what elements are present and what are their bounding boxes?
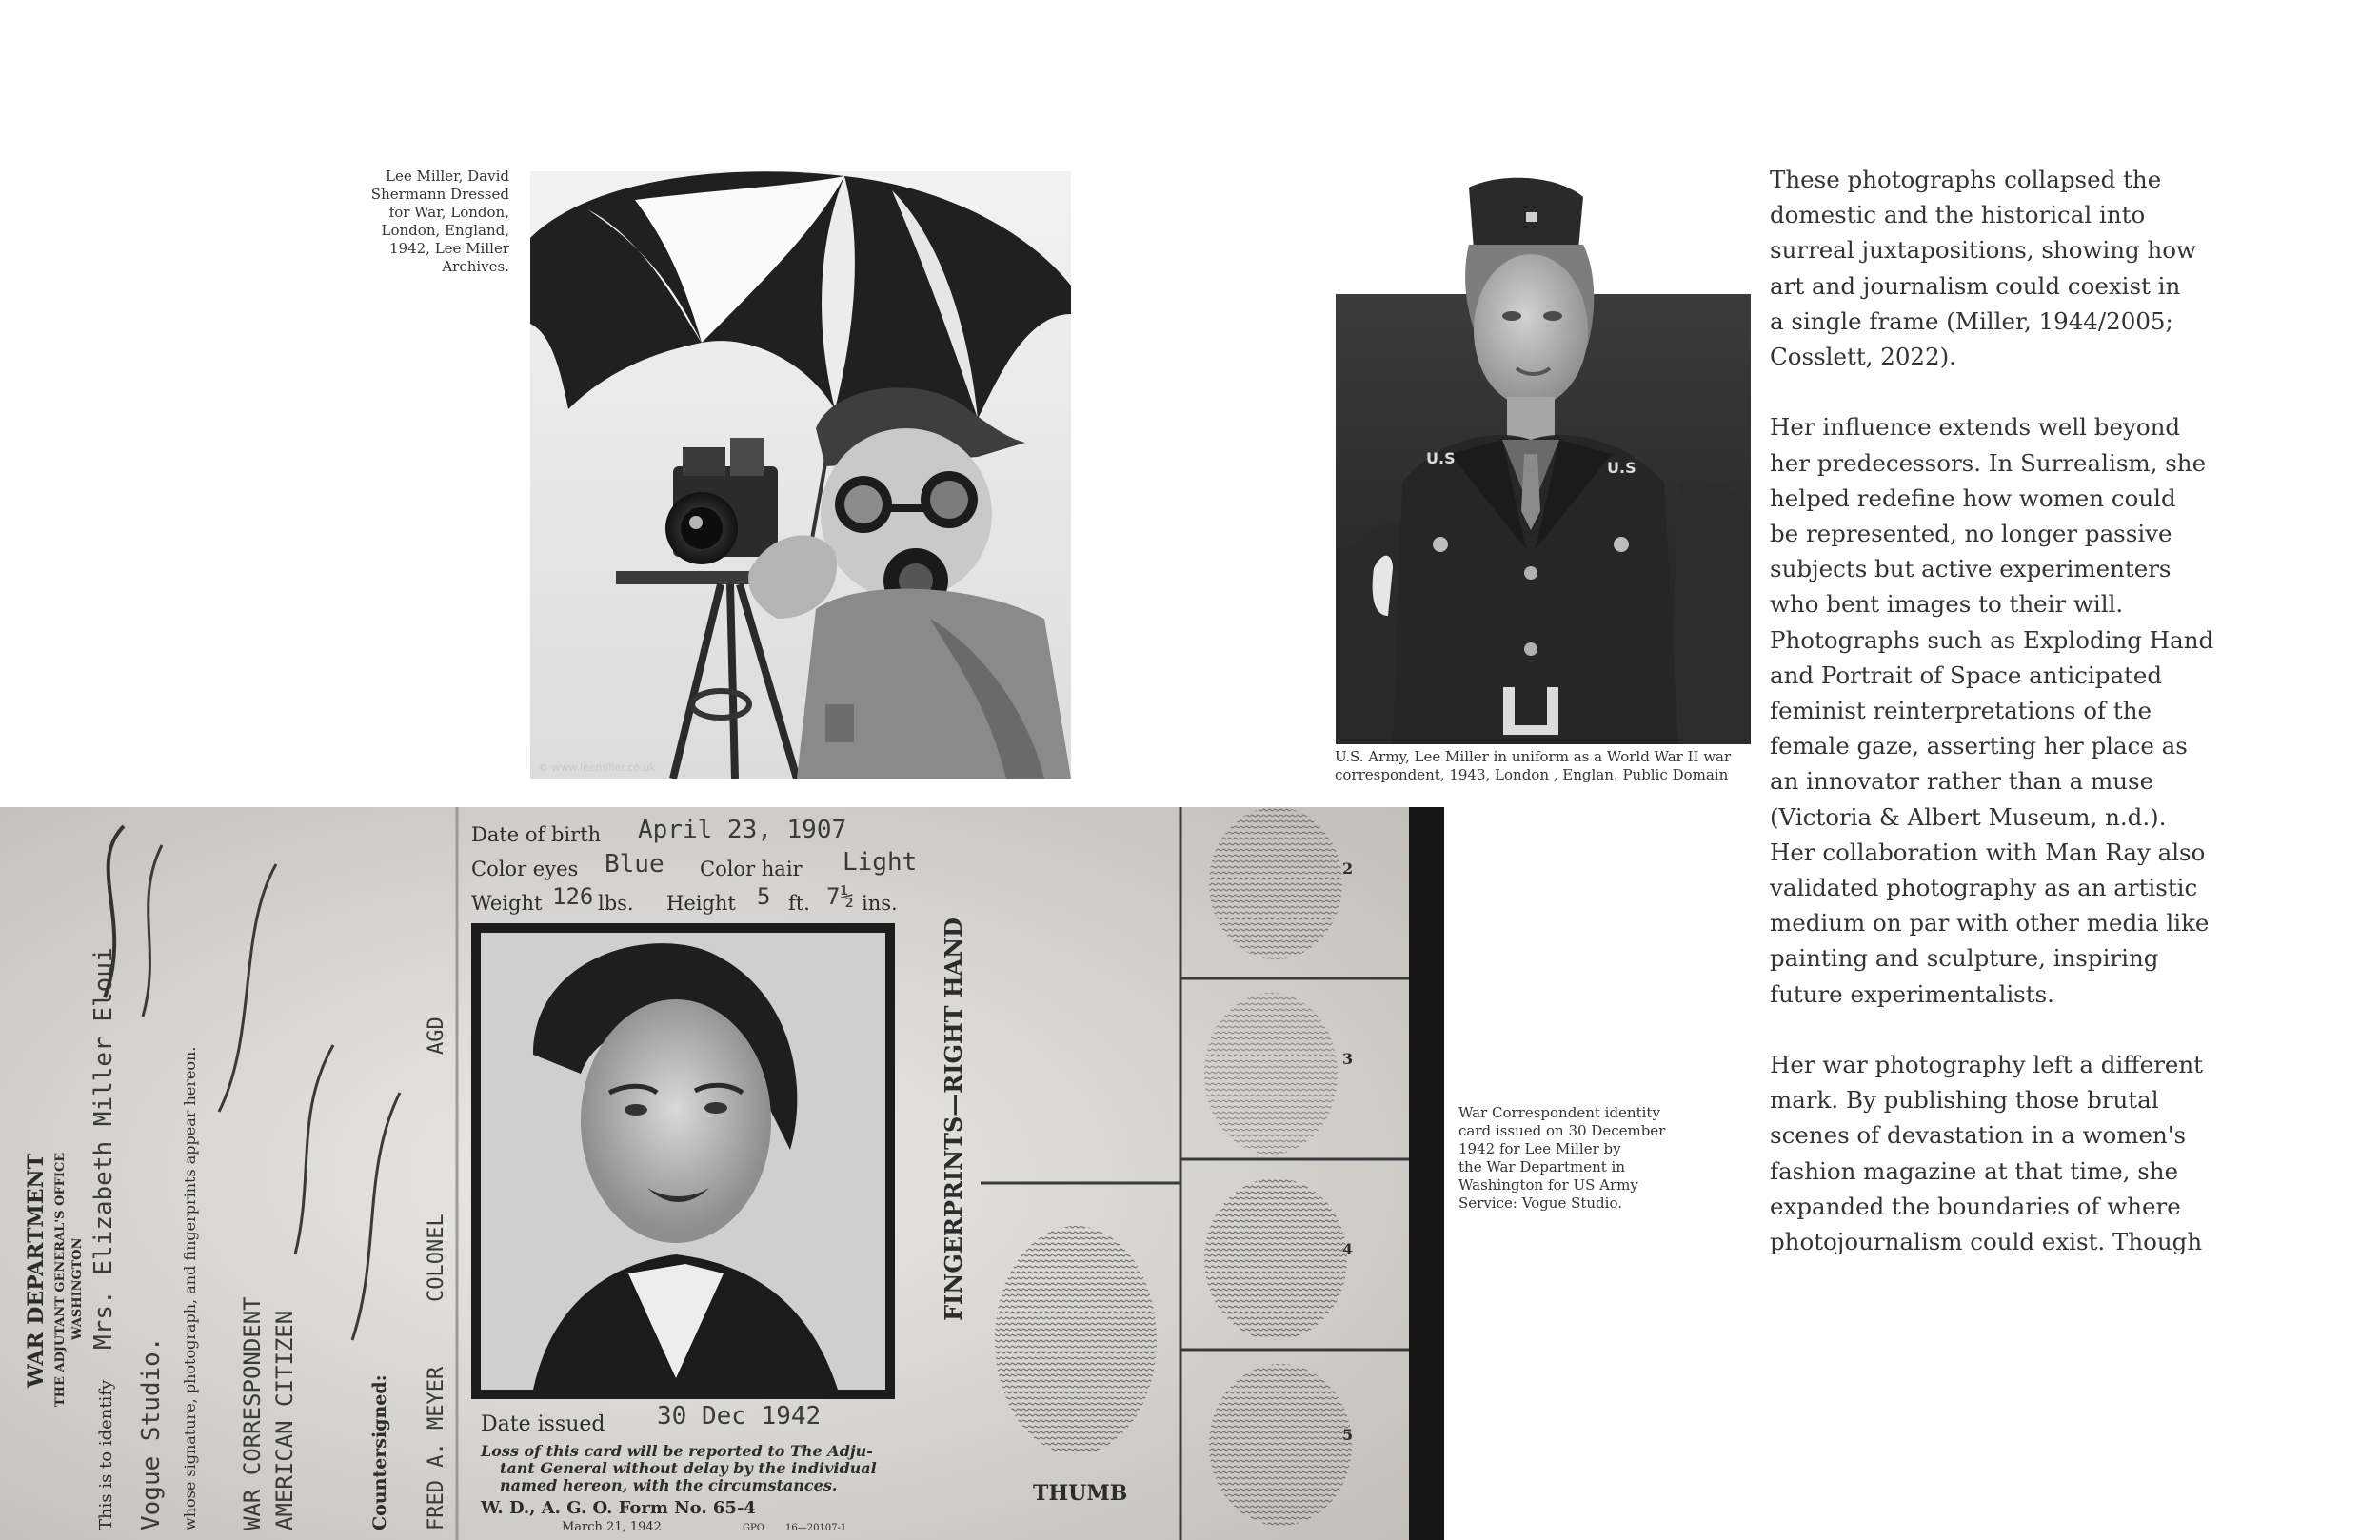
card-citizenship: AMERICAN CITIZEN bbox=[271, 1310, 298, 1530]
card-dob: April 23, 1907 bbox=[638, 816, 847, 844]
caption-uniform bbox=[1335, 748, 1735, 784]
card-print-code: 16—20107-1 bbox=[785, 1523, 847, 1533]
card-form-number: W. D., A. G. O. Form No. 65-4 bbox=[481, 1498, 756, 1518]
caption-line: Washington for US Army bbox=[1458, 1176, 1638, 1194]
card-weight: 126 bbox=[552, 883, 594, 910]
body-paragraph-2 bbox=[1770, 409, 2217, 1011]
card-finger-number: 5 bbox=[1342, 1426, 1354, 1444]
body-line: her predecessors. In Surrealism, she bbox=[1770, 448, 2207, 477]
card-eyes-label: Color eyes bbox=[471, 858, 579, 880]
body-text-column bbox=[1770, 162, 2217, 1294]
caption-line: Archives. bbox=[442, 258, 509, 275]
body-line: who bent images to their will. bbox=[1770, 590, 2124, 619]
card-dob-label: Date of birth bbox=[471, 823, 602, 846]
card-finger-number: 4 bbox=[1342, 1240, 1354, 1258]
card-officer-branch: AGD bbox=[425, 1017, 448, 1055]
caption-line: Shermann Dressed bbox=[370, 186, 509, 203]
card-finger-number: 2 bbox=[1342, 859, 1354, 878]
body-line: helped redefine how women could bbox=[1770, 484, 2176, 512]
body-line: future experimentalists. bbox=[1770, 979, 2054, 1008]
caption-line: London, England, bbox=[381, 222, 509, 239]
photo-id-card bbox=[0, 807, 1444, 1540]
body-line: validated photography as an artistic bbox=[1770, 874, 2198, 902]
card-finger-number: 3 bbox=[1342, 1050, 1354, 1068]
body-line: (Victoria & Albert Museum, n.d.). bbox=[1770, 802, 2167, 831]
caption-line: War Correspondent identity bbox=[1458, 1104, 1660, 1121]
card-dept-title: WAR DEPARTMENT bbox=[24, 1153, 49, 1388]
card-loss-notice-1: Loss of this card will be reported to The Adju- bbox=[481, 1442, 873, 1460]
photo-dressed-for-war bbox=[530, 171, 1071, 779]
photo-id-card-image bbox=[0, 807, 1444, 1540]
card-eyes: Blue bbox=[605, 850, 664, 879]
card-hair-label: Color hair bbox=[700, 858, 803, 880]
photo-watermark: © www.leemiller.co.uk bbox=[538, 761, 656, 774]
body-paragraph-1 bbox=[1770, 162, 2217, 374]
caption-line: 1942 for Lee Miller by bbox=[1458, 1140, 1621, 1157]
photo-dressed-for-war-image bbox=[530, 171, 1071, 779]
body-line: Photographs such as Exploding Hand bbox=[1770, 625, 2214, 654]
body-line: expanded the boundaries of where bbox=[1770, 1192, 2181, 1220]
body-line: domestic and the historical into bbox=[1770, 201, 2146, 229]
body-line: mark. By publishing those brutal bbox=[1770, 1086, 2159, 1115]
caption-line: Service: Vogue Studio. bbox=[1458, 1194, 1622, 1212]
card-height-label: Height bbox=[666, 892, 736, 915]
body-line: painting and sculpture, inspiring bbox=[1770, 944, 2159, 973]
body-line: Her war photography left a different bbox=[1770, 1051, 2204, 1079]
caption-id-card bbox=[1458, 1104, 1687, 1213]
card-loss-notice-2: tant General without delay by the individual bbox=[500, 1459, 877, 1477]
card-employer: Vogue Studio. bbox=[137, 1336, 166, 1530]
body-line: and Portrait of Space anticipated bbox=[1770, 661, 2163, 689]
caption-line: card issued on 30 December bbox=[1458, 1122, 1666, 1139]
card-issued-label: Date issued bbox=[481, 1412, 605, 1436]
body-line: surreal juxtapositions, showing how bbox=[1770, 236, 2197, 265]
card-weight-label: Weight bbox=[471, 892, 543, 915]
card-thumb-label: THUMB bbox=[1033, 1481, 1128, 1506]
caption-dressed-for-war bbox=[338, 168, 509, 276]
caption-line: 1942, Lee Miller bbox=[389, 240, 509, 257]
card-identify-label: This is to identify bbox=[96, 1379, 116, 1530]
card-height-ft-unit: ft. bbox=[788, 892, 810, 915]
card-height-ft: 5 bbox=[757, 883, 771, 910]
caption-line: the War Department in bbox=[1458, 1158, 1625, 1175]
photo-lee-miller-uniform bbox=[1336, 168, 1751, 744]
body-line: scenes of devastation in a women's bbox=[1770, 1121, 2187, 1150]
body-line: subjects but active experimenters bbox=[1770, 555, 2172, 583]
photo-lee-miller-uniform-image bbox=[1336, 168, 1751, 744]
svg-text:U.S: U.S bbox=[1426, 449, 1456, 467]
card-issued-date: 30 Dec 1942 bbox=[657, 1402, 822, 1431]
body-line: Her influence extends well beyond bbox=[1770, 413, 2181, 442]
card-weight-unit: lbs. bbox=[598, 892, 634, 915]
card-name: Mrs. Elizabeth Miller Eloui bbox=[89, 947, 118, 1350]
caption-line: for War, London, bbox=[388, 204, 509, 221]
body-line: Her collaboration with Man Ray also bbox=[1770, 838, 2206, 866]
card-office: THE ADJUTANT GENERAL'S OFFICE bbox=[53, 1152, 68, 1407]
caption-line: Lee Miller, David bbox=[385, 168, 509, 185]
card-height-in: 7½ bbox=[826, 883, 854, 910]
body-line: an innovator rather than a muse bbox=[1770, 767, 2154, 796]
caption-line: correspondent, 1943, London , Englan. Public Domain bbox=[1335, 766, 1729, 783]
card-hair: Light bbox=[843, 848, 918, 877]
card-gpo: GPO bbox=[743, 1523, 764, 1533]
card-height-in-unit: ins. bbox=[862, 892, 898, 915]
card-fingerprints-label: FINGERPRINTS—RIGHT HAND bbox=[940, 918, 967, 1321]
card-role: WAR CORRESPONDENT bbox=[239, 1296, 266, 1530]
body-line: photojournalism could exist. Though bbox=[1770, 1228, 2203, 1256]
card-officer-name: FRED A. MEYER bbox=[425, 1366, 448, 1530]
card-signature-statement: whose signature, photograph, and fingerprints appear hereon. bbox=[181, 1046, 199, 1530]
svg-text:U.S: U.S bbox=[1607, 459, 1636, 477]
card-city: WASHINGTON bbox=[70, 1237, 85, 1340]
card-countersigned-label: Countersigned: bbox=[369, 1374, 390, 1530]
body-line: Cosslett, 2022). bbox=[1770, 343, 1956, 371]
body-line: feminist reinterpretations of the bbox=[1770, 697, 2152, 725]
caption-line: U.S. Army, Lee Miller in uniform as a World War II war bbox=[1335, 748, 1732, 765]
body-line: medium on par with other media like bbox=[1770, 909, 2210, 938]
body-line: art and journalism could coexist in bbox=[1770, 271, 2181, 300]
body-paragraph-3 bbox=[1770, 1047, 2217, 1259]
body-line: fashion magazine at that time, she bbox=[1770, 1156, 2179, 1185]
card-officer-rank: COLONEL bbox=[425, 1214, 448, 1302]
body-line: female gaze, asserting her place as bbox=[1770, 732, 2188, 760]
body-line: a single frame (Miller, 1944/2005; bbox=[1770, 306, 2173, 335]
card-loss-notice-3: named hereon, with the circumstances. bbox=[500, 1476, 838, 1494]
body-line: These photographs collapsed the bbox=[1770, 166, 2162, 193]
body-line: be represented, no longer passive bbox=[1770, 520, 2172, 548]
card-form-date: March 21, 1942 bbox=[562, 1520, 662, 1534]
